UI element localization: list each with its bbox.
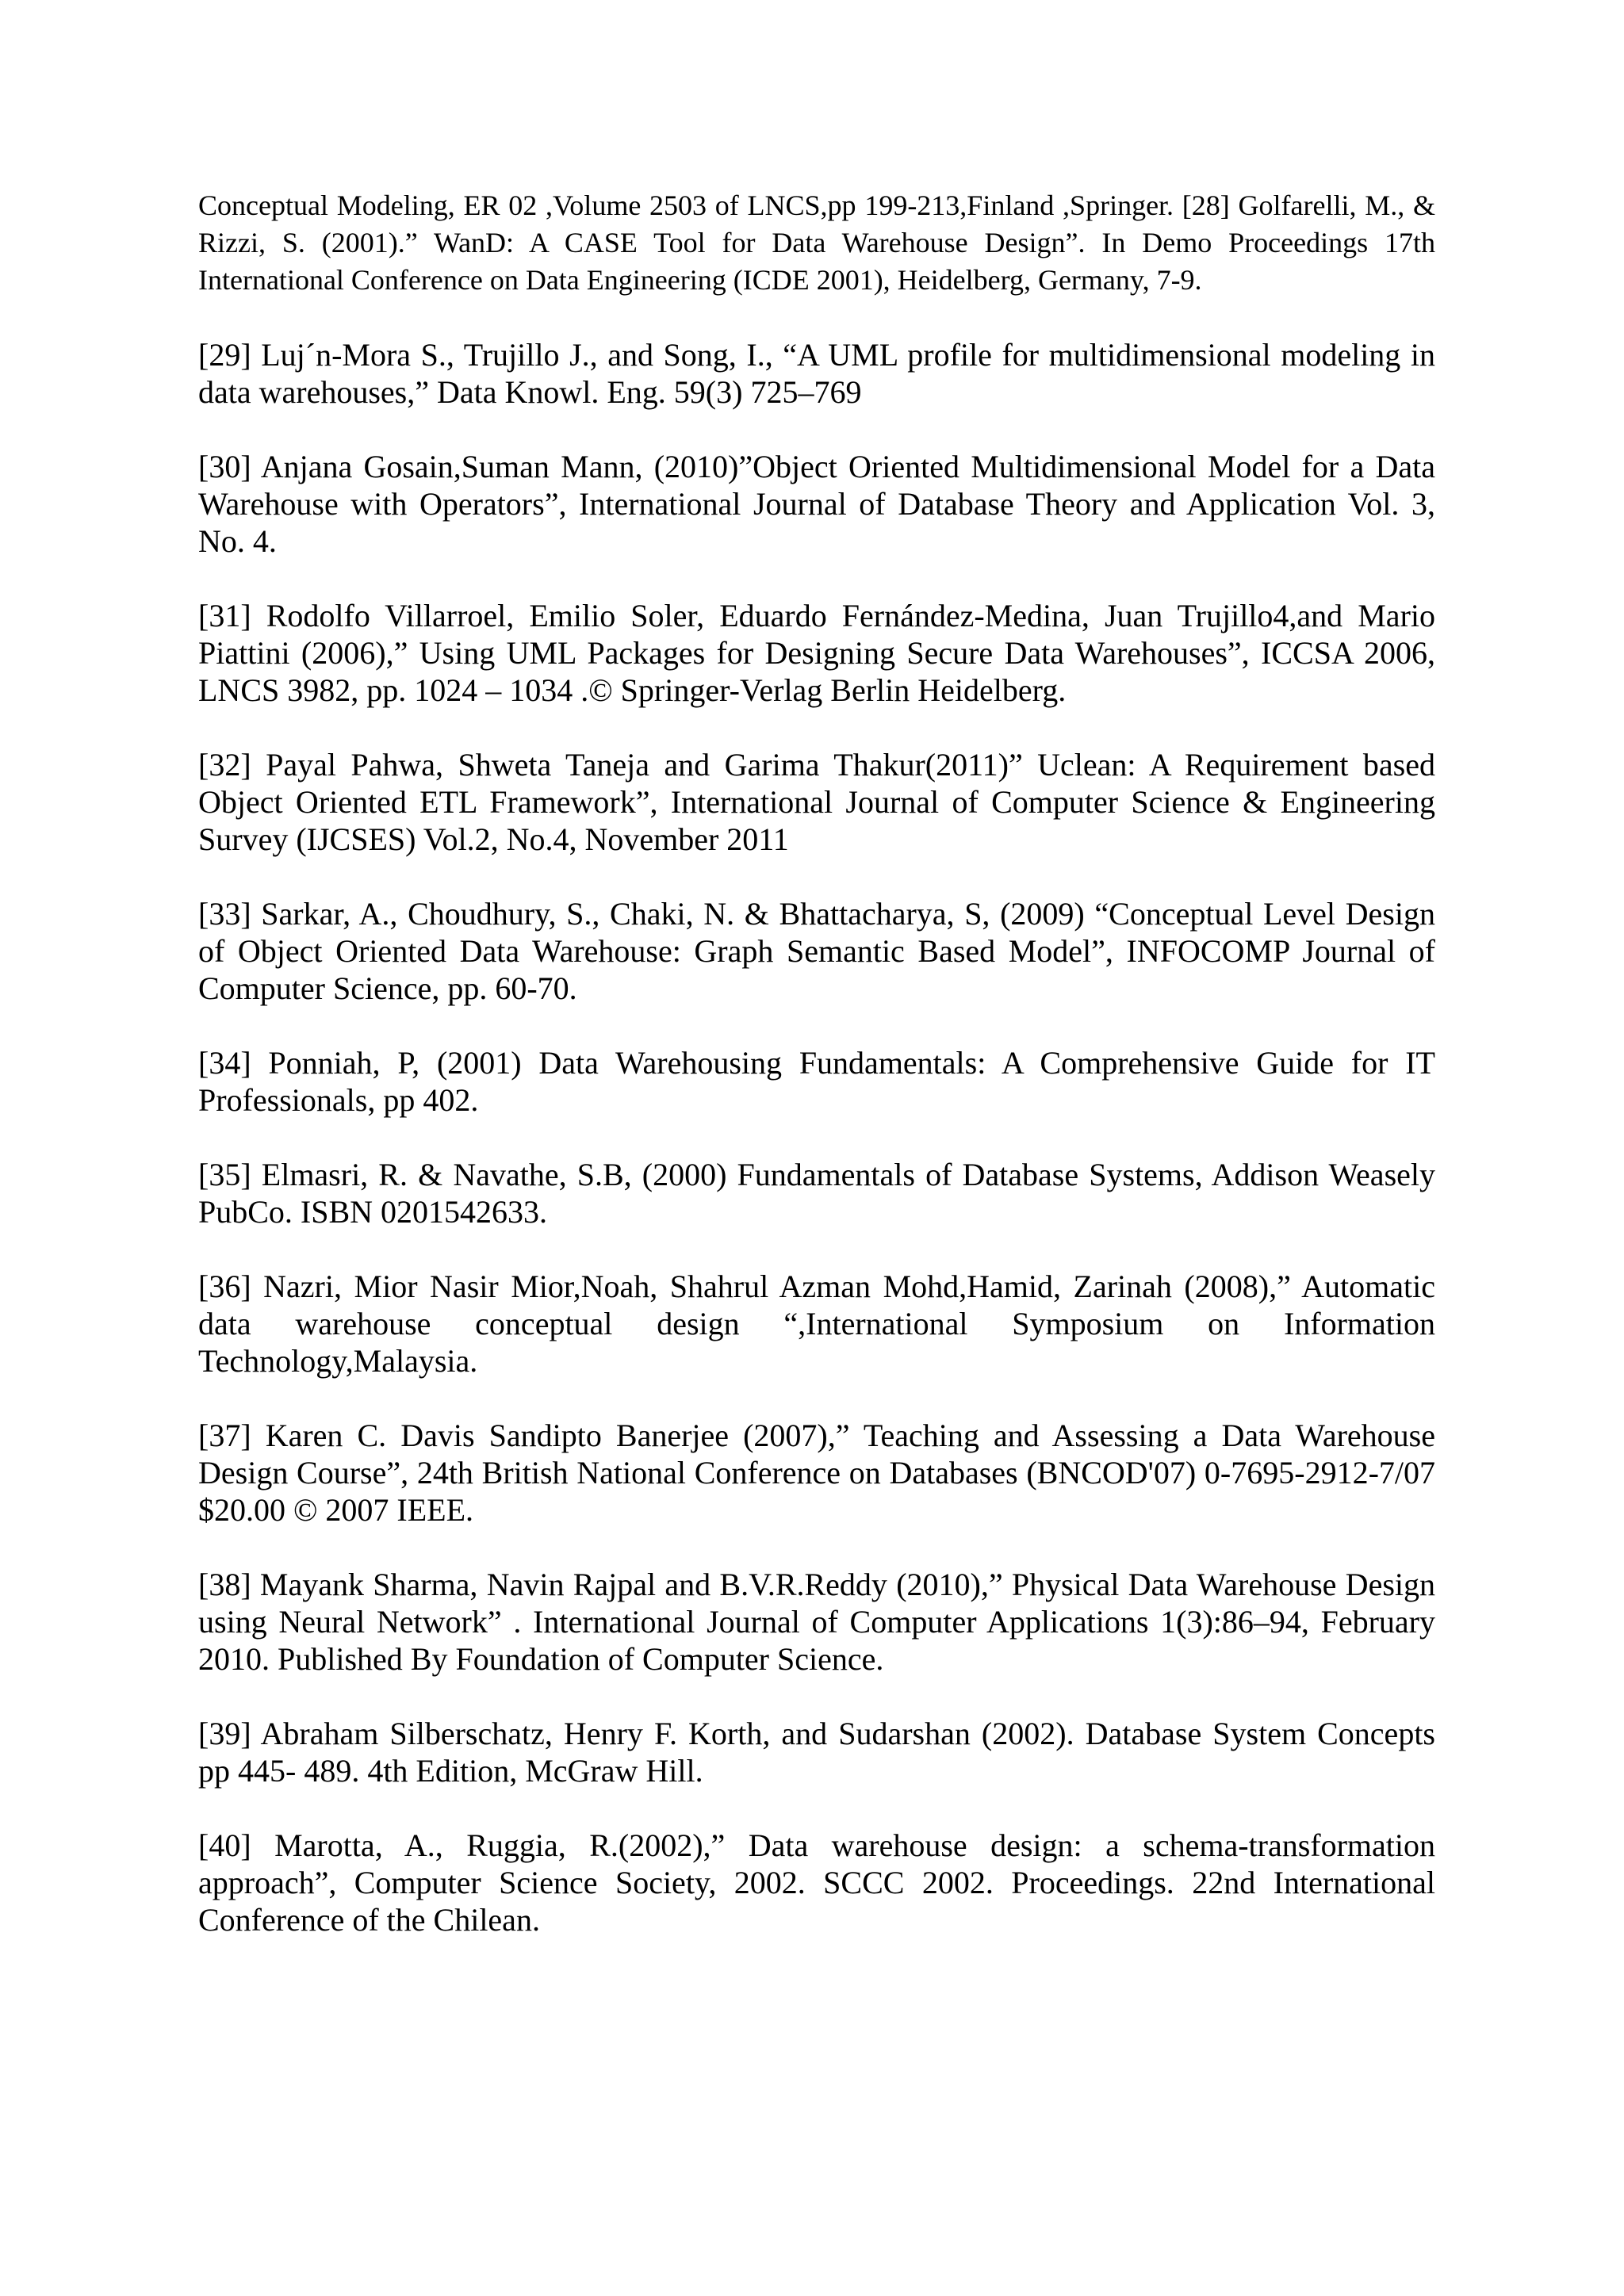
reference-27-continuation-and-28: Conceptual Modeling, ER 02 ,Volume 2503 of LNCS,pp 199-213,Finland ,Springer. [28] Golfarelli, M., & Rizzi, S. (2001).” WanD: A CASE Tool for Data Warehouse Design”. In Demo Proceedings 17th International Conference on Data Engineering (ICDE 2001), Heidelberg, Germany, 7-9. [198, 189, 1435, 296]
reference-34: [34] Ponniah, P, (2001) Data Warehousing Fundamentals: A Comprehensive Guide for IT Professionals, pp 402. [198, 1045, 1435, 1118]
reference-30: [30] Anjana Gosain,Suman Mann, (2010)”Object Oriented Multidimensional Model for a Data Warehouse with Operators”, International Journal of Database Theory and Application Vol. 3, No. 4. [198, 449, 1435, 559]
reference-35: [35] Elmasri, R. & Navathe, S.B, (2000) Fundamentals of Database Systems, Addison Weasely PubCo. ISBN 0201542633. [198, 1157, 1435, 1230]
reference-37: [37] Karen C. Davis Sandipto Banerjee (2007),” Teaching and Assessing a Data Warehouse Design Course”, 24th British National Conference on Databases (BNCOD'07) 0-7695-2912-7/07 $20.00 © 2007 IEEE. [198, 1418, 1435, 1528]
reference-36: [36] Nazri, Mior Nasir Mior,Noah, Shahrul Azman Mohd,Hamid, Zarinah (2008),” Automatic data warehouse conceptual design “,International Symposium on Information Technology,Malaysia. [198, 1269, 1435, 1379]
reference-38: [38] Mayank Sharma, Navin Rajpal and B.V.R.Reddy (2010),” Physical Data Warehouse Design using Neural Network” . International Journal of Computer Applications 1(3):86–94, February 2010. Published By Foundation of Computer Science. [198, 1567, 1435, 1677]
reference-29: [29] Luj´n-Mora S., Trujillo J., and Song, I., “A UML profile for multidimensional modeling in data warehouses,” Data Knowl. Eng. 59(3) 725–769 [198, 337, 1435, 410]
reference-39: [39] Abraham Silberschatz, Henry F. Korth, and Sudarshan (2002). Database System Concepts pp 445- 489. 4th Edition, McGraw Hill. [198, 1716, 1435, 1789]
references-section [198, 187, 1435, 1938]
reference-33: [33] Sarkar, A., Choudhury, S., Chaki, N. & Bhattacharya, S, (2009) “Conceptual Level Design of Object Oriented Data Warehouse: Graph Semantic Based Model”, INFOCOMP Journal of Computer Science, pp. 60-70. [198, 896, 1435, 1006]
reference-32: [32] Payal Pahwa, Shweta Taneja and Garima Thakur(2011)” Uclean: A Requirement based Object Oriented ETL Framework”, International Journal of Computer Science & Engineering Survey (IJCSES) Vol.2, No.4, November 2011 [198, 747, 1435, 857]
reference-31: [31] Rodolfo Villarroel, Emilio Soler, Eduardo Fernández-Medina, Juan Trujillo4,and Mario Piattini (2006),” Using UML Packages for Designing Secure Data Warehouses”, ICCSA 2006, LNCS 3982, pp. 1024 – 1034 .© Springer-Verlag Berlin Heidelberg. [198, 598, 1435, 708]
reference-40: [40] Marotta, A., Ruggia, R.(2002),” Data warehouse design: a schema-transformation approach”, Computer Science Society, 2002. SCCC 2002. Proceedings. 22nd International Conference of the Chilean. [198, 1827, 1435, 1938]
